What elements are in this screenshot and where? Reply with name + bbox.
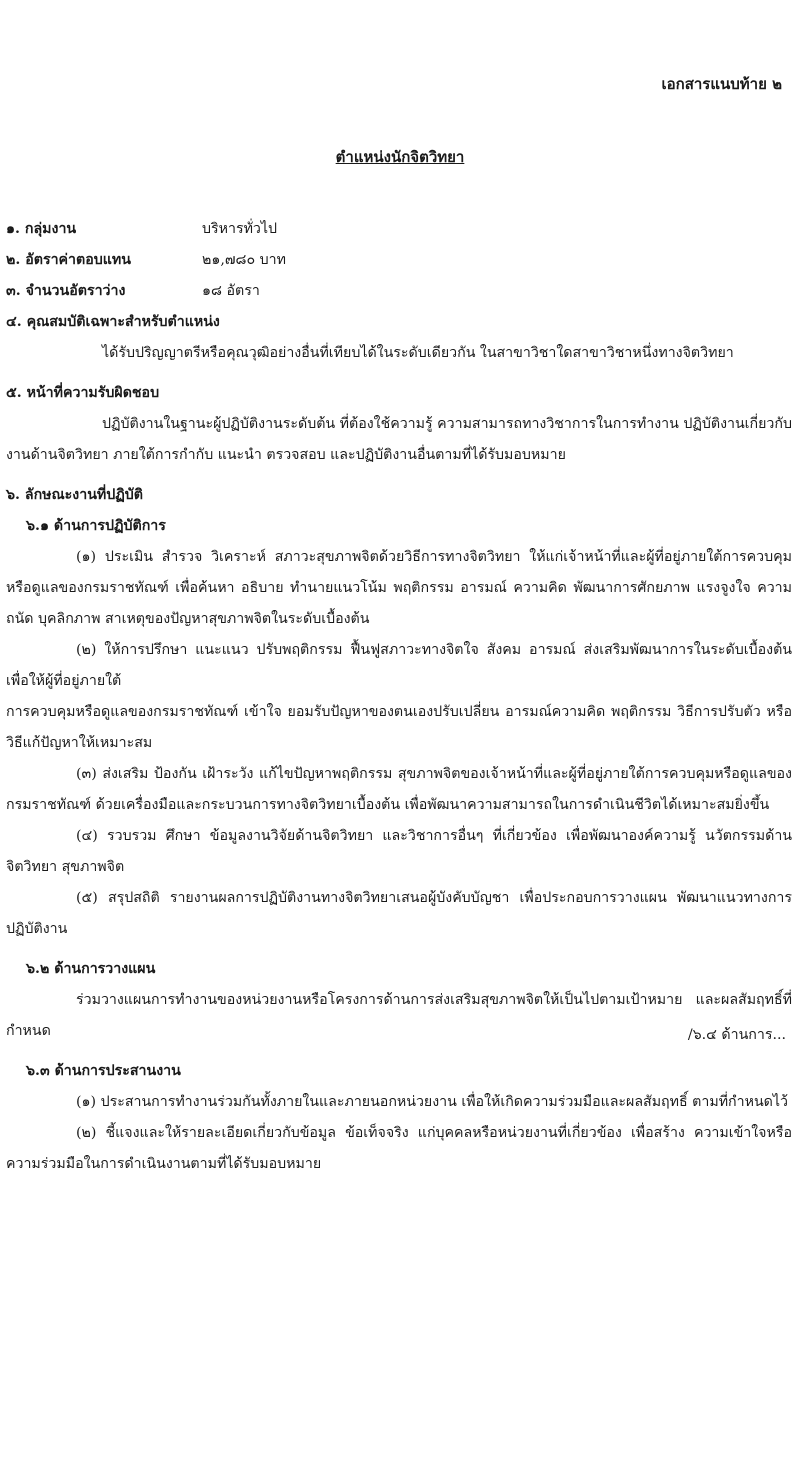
- section-6-3-heading: ๖.๓ ด้านการประสานงาน: [26, 1063, 181, 1079]
- info-label: ๓. จำนวนอัตราว่าง: [6, 283, 126, 299]
- section-4-text: ได้รับปริญญาตรีหรือคุณวุฒิอย่างอื่นที่เทียบได้ในระดับเดียวกัน ในสาขาวิชาใดสาขาวิชาหนึ่งทางจิตวิทยา: [102, 345, 734, 361]
- section-6-1-item: (๕) สรุปสถิติ รายงานผลการปฏิบัติงานทางจิตวิทยาเสนอผู้บังคับบัญชา เพื่อประกอบการวางแผน พัฒนาแนวทางการปฏิบัติงาน: [6, 890, 792, 937]
- section-6-1-item: (๓) ส่งเสริม ป้องกัน เฝ้าระวัง แก้ไขปัญหาพฤติกรรม สุขภาพจิตของเจ้าหน้าที่และผู้ที่อยู่ภายใต้การควบคุมหรือดูแลของกรมราชทัณฑ์ ด้วยเครื่องมือและกระบวนการทางจิตวิทยาเบื้องต้น เพื่อพัฒนาความสามารถในการดำเนินชีวิตได้เหมาะสมยิ่งขึ้น: [6, 766, 792, 813]
- section-4-heading: ๔. คุณสมบัติเฉพาะสำหรับตำแหน่ง: [6, 314, 220, 330]
- section-6-2-text: ร่วมวางแผนการทำงานของหน่วยงานหรือโครงการด้านการส่งเสริมสุขภาพจิตให้เป็นไปตามเป้าหมาย และผลสัมฤทธิ์ที่กำหนด: [6, 992, 792, 1039]
- section-6-1-item-continued: การควบคุมหรือดูแลของกรมราชทัณฑ์ เข้าใจ ยอมรับปัญหาของตนเองปรับเปลี่ยน อารมณ์ความคิด พฤติกรรม วิธีการปรับตัว หรือวิธีแก้ปัญหาให้เหมาะสม: [6, 704, 792, 751]
- info-value: บริหารทั่วไป: [202, 221, 278, 237]
- page-title: ตำแหน่งนักจิตวิทยา: [335, 148, 465, 166]
- page-continuation: /๖.๔ ด้านการ...: [687, 1027, 786, 1043]
- section-5-heading: ๕. หน้าที่ความรับผิดชอบ: [6, 385, 160, 401]
- info-row-vacancies: [6, 276, 792, 307]
- info-label: ๑. กลุ่มงาน: [6, 221, 77, 237]
- info-value: ๒๑,๗๘๐ บาท: [202, 252, 286, 268]
- section-5-text: ปฏิบัติงานในฐานะผู้ปฏิบัติงานระดับต้น ที่ต้องใช้ความรู้ ความสามารถทางวิชาการในการทำงาน ปฏิบัติงานเกี่ยวกับงานด้านจิตวิทยา ภายใต้การกำกับ แนะนำ ตรวจสอบ และปฏิบัติงานอื่นตามที่ได้รับมอบหมาย: [6, 416, 792, 463]
- attachment-label: เอกสารแนบท้าย ๒: [661, 75, 782, 93]
- section-6-3-item: (๒) ชี้แจงและให้รายละเอียดเกี่ยวกับข้อมูล ข้อเท็จจริง แก่บุคคลหรือหน่วยงานที่เกี่ยวข้อง เพื่อสร้าง ความเข้าใจหรือความร่วมมือในการดำเนินงานตามที่ได้รับมอบหมาย: [6, 1125, 792, 1172]
- section-6-2-heading: ๖.๒ ด้านการวางแผน: [26, 961, 156, 977]
- document-body: [6, 214, 792, 1180]
- section-6-1-item: (๒) ให้การปรึกษา แนะแนว ปรับพฤติกรรม ฟื้นฟูสภาวะทางจิตใจ สังคม อารมณ์ ส่งเสริมพัฒนาการในระดับเบื้องต้น เพื่อให้ผู้ที่อยู่ภายใต้: [6, 642, 792, 689]
- section-6-1-item: (๔) รวบรวม ศึกษา ข้อมูลงานวิจัยด้านจิตวิทยา และวิชาการอื่นๆ ที่เกี่ยวข้อง เพื่อพัฒนาองค์ความรู้ นวัตกรรมด้านจิตวิทยา สุขภาพจิต: [6, 828, 792, 875]
- info-value: ๑๘ อัตรา: [202, 283, 260, 299]
- info-label: ๒. อัตราค่าตอบแทน: [6, 252, 131, 268]
- info-row-salary: [6, 245, 792, 276]
- section-6-1-heading: ๖.๑ ด้านการปฏิบัติการ: [26, 518, 166, 534]
- section-6-1-item: (๑) ประเมิน สำรวจ วิเคราะห์ สภาวะสุขภาพจิตด้วยวิธีการทางจิตวิทยา ให้แก่เจ้าหน้าที่และผู้ที่อยู่ภายใต้การควบคุมหรือดูแลของกรมราชทัณฑ์ เพื่อค้นหา อธิบาย ทำนายแนวโน้ม พฤติกรรม อารมณ์ ความคิด พัฒนาการศักยภาพ แรงจูงใจ ความถนัด บุคลิกภาพ สาเหตุของปัญหาสุขภาพจิตในระดับเบื้องต้น: [6, 549, 792, 627]
- info-row-work-group: [6, 214, 792, 245]
- section-6-3-item: (๑) ประสานการทำงานร่วมกันทั้งภายในและภายนอกหน่วยงาน เพื่อให้เกิดความร่วมมือและผลสัมฤทธิ์ ตามที่กำหนดไว้: [76, 1094, 788, 1110]
- section-6-heading: ๖. ลักษณะงานที่ปฏิบัติ: [6, 487, 143, 503]
